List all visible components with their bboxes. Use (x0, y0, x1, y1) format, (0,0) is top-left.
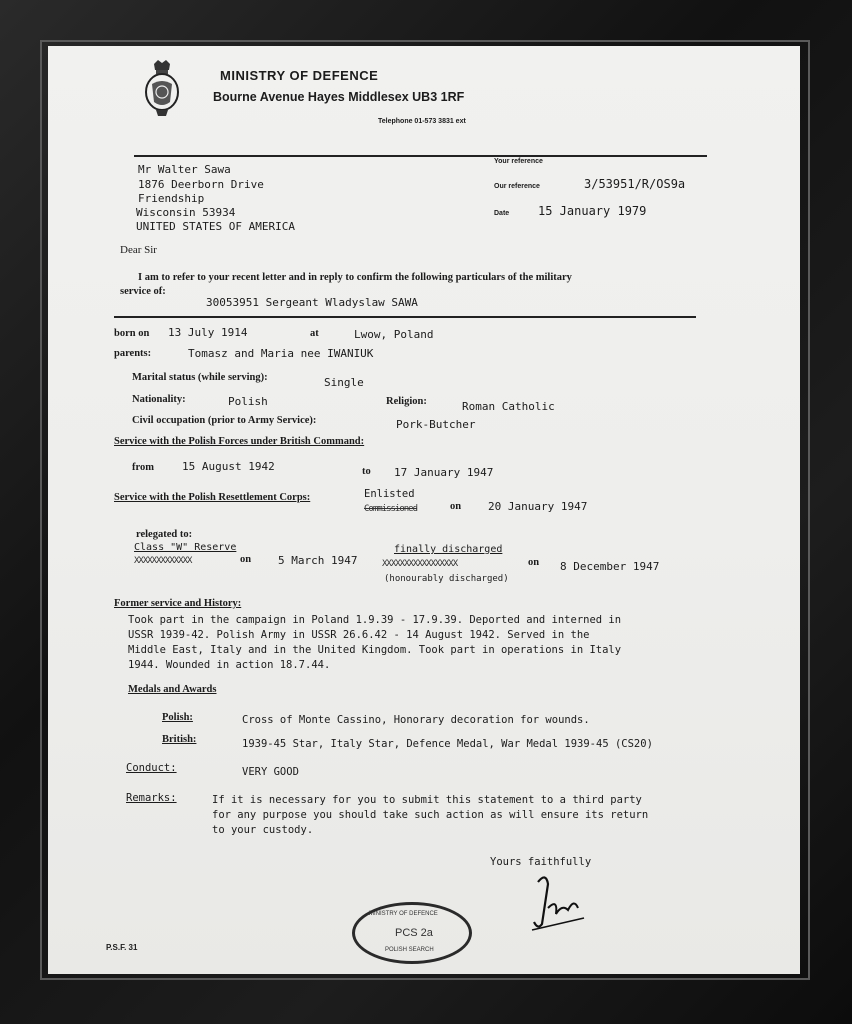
polish-forces-to-label: to (362, 466, 371, 477)
salutation: Dear Sir (120, 244, 157, 256)
discharged-date: 8 December 1947 (560, 560, 660, 573)
date-value: 15 January 1979 (538, 204, 647, 218)
subject-rule (114, 316, 696, 318)
ministry-telephone: Telephone 01-573 3831 ext (378, 118, 466, 125)
discharged-label: finally discharged (394, 544, 503, 555)
resettlement-heading: Service with the Polish Resettlement Corps: (114, 492, 311, 503)
remarks-line-1: If it is necessary for you to submit this statement to a third party (212, 794, 642, 806)
polish-forces-from-label: from (132, 462, 154, 473)
discharged-on-label: on (528, 557, 540, 568)
stamp-middle-text: PCS 2a (395, 927, 433, 939)
recipient-street: 1876 Deerborn Drive (138, 178, 264, 191)
religion-label: Religion: (386, 396, 427, 407)
marital-label: Marital status (while serving): (132, 372, 268, 383)
reserve-on-label: on (240, 554, 252, 565)
discharged-struck: XXXXXXXXXXXXXXXXX (382, 559, 458, 569)
form-number: P.S.F. 31 (106, 943, 138, 952)
enlisted-on-label: on (450, 501, 462, 512)
enlisted-date: 20 January 1947 (488, 500, 588, 513)
at-label: at (310, 328, 319, 339)
your-reference-label: Your reference (494, 158, 543, 165)
polish-medals-label: Polish: (162, 712, 193, 723)
commissioned-struck-label: Commissioned (364, 504, 418, 514)
born-date: 13 July 1914 (168, 326, 248, 339)
recipient-town: Friendship (138, 192, 205, 205)
stamp-top-text: MINISTRY OF DEFENCE (369, 911, 438, 917)
remarks-label: Remarks: (126, 792, 177, 804)
our-reference-value: 3/53951/R/OS9a (584, 177, 686, 191)
enlisted-label: Enlisted (364, 488, 415, 500)
date-label: Date (494, 210, 510, 217)
nationality-value: Polish (228, 395, 268, 408)
polish-forces-to-date: 17 January 1947 (394, 466, 494, 479)
intro-line-1: I am to refer to your recent letter and in reply to confirm the following particulars of the military (138, 272, 572, 283)
signature (528, 868, 588, 934)
history-heading: Former service and History: (114, 598, 242, 609)
born-label: born on (114, 328, 150, 339)
history-line-4: 1944. Wounded in action 18.7.44. (128, 659, 331, 671)
recipient-name: Mr Walter Sawa (138, 163, 231, 176)
relegated-label: relegated to: (136, 529, 193, 540)
closing: Yours faithfully (490, 856, 592, 868)
recipient-state: Wisconsin 53934 (136, 206, 236, 219)
british-medals-label: British: (162, 734, 197, 745)
history-line-2: USSR 1939-42. Polish Army in USSR 26.6.42 - 14 August 1942. Served in the (128, 629, 590, 641)
reserve-date: 5 March 1947 (278, 554, 358, 567)
polish-forces-heading: Service with the Polish Forces under British Command: (114, 436, 365, 447)
department-stamp (352, 902, 472, 964)
ministry-title: MINISTRY OF DEFENCE (220, 68, 379, 83)
service-subject: 30053951 Sergeant Wladyslaw SAWA (206, 296, 418, 309)
remarks-line-2: for any purpose you should take such action as will ensure its return (212, 809, 649, 821)
document-page (48, 46, 800, 974)
reserve-label: Class "W" Reserve (134, 542, 237, 553)
our-reference-label: Our reference (494, 183, 540, 190)
remarks-line-3: to your custody. (212, 824, 314, 836)
recipient-country: UNITED STATES OF AMERICA (136, 220, 295, 233)
history-line-1: Took part in the campaign in Poland 1.9.39 - 17.9.39. Deported and interned in (128, 614, 622, 626)
marital-value: Single (324, 376, 364, 389)
polish-forces-from-date: 15 August 1942 (182, 460, 275, 473)
religion-value: Roman Catholic (462, 400, 555, 413)
reserve-struck: XXXXXXXXXXXXX (134, 556, 192, 566)
parents-value: Tomasz and Maria nee IWANIUK (188, 347, 374, 360)
discharged-note: (honourably discharged) (384, 574, 509, 584)
header-rule (134, 155, 707, 157)
parents-label: parents: (114, 348, 152, 359)
occupation-label: Civil occupation (prior to Army Service): (132, 415, 317, 426)
ministry-address: Bourne Avenue Hayes Middlesex UB3 1RF (213, 90, 465, 104)
born-place: Lwow, Poland (354, 328, 434, 341)
medals-heading: Medals and Awards (128, 684, 217, 695)
intro-line-2: service of: (120, 286, 166, 297)
royal-crest-icon (142, 58, 182, 120)
history-line-3: Middle East, Italy and in the United Kingdom. Took part in operations in Italy (128, 644, 622, 656)
polish-medals-value: Cross of Monte Cassino, Honorary decoration for wounds. (242, 714, 590, 726)
occupation-value: Pork-Butcher (396, 418, 476, 431)
nationality-label: Nationality: (132, 394, 186, 405)
british-medals-value: 1939-45 Star, Italy Star, Defence Medal, War Medal 1939-45 (CS20) (242, 738, 653, 750)
conduct-value: VERY GOOD (242, 766, 299, 778)
conduct-label: Conduct: (126, 762, 177, 774)
stamp-bottom-text: POLISH SEARCH (385, 947, 434, 953)
